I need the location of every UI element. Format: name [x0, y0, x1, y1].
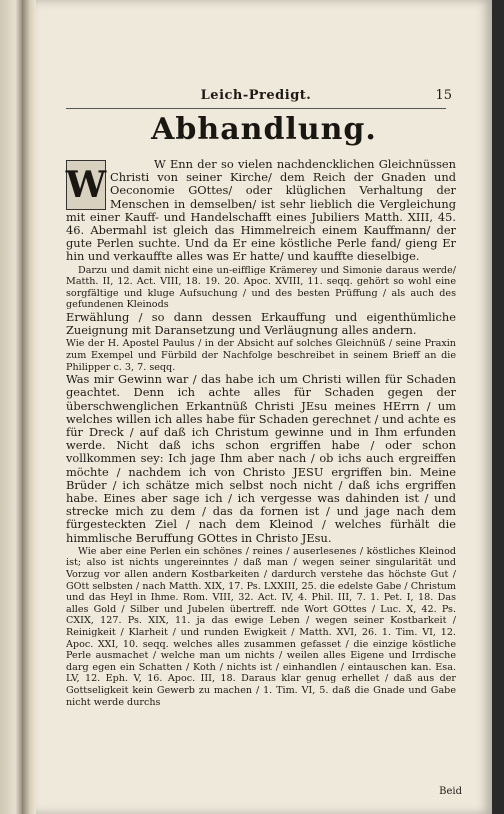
paragraph-1: W Enn der so vielen nachdencklichen Gleichnüssen Christi von seiner Kirche/ dem Reich der Gnaden und Oeconomie GOttes/ oder klüglichen Verhaltung der Menschen in demselben/ ist sehr lieblich die Vergleichung mit einer Kauff- und Handelschafft eines Jubiliers Matth. XIII, 45. 46. Abermahl ist gleich das Himmelreich einem Kauffmann/ der gute Perlen suchte. Und da Er eine köstliche Perle fand/ gieng Er hin und verkauffte alles was Er hatte/ und kauffte dieselbige. [66, 158, 456, 264]
body-text [66, 158, 456, 778]
page-number: 15 [435, 88, 452, 103]
decorated-initial: W [66, 160, 106, 210]
paragraph-5: Was mir Gewinn war / das habe ich um Christi willen für Schaden geachtet. Denn ich achte alles für Schaden gegen der überschwenglichen Erkantnüß Christi JEsu meines HErrn / um welches willen ich alles habe für Schaden gerechnet / und achte es für Dreck / auf daß ich Christum gewinne und in Ihm erfunden werde. Nicht daß ichs schon ergriffen habe / oder schon vollkommen sey: Ich jage Ihm aber nach / ob ichs auch ergreiffen möchte / nachdem ich von Christo JESU ergriffen bin. Meine Brüder / ich schätze mich selbst noch nicht / daß ichs ergriffen habe. Eines aber sage ich / ich vergesse was dahinden ist / und strecke mich zu dem / das da fornen ist / und jage nach dem fürgesteckten Ziel / nach dem Kleinod / welches fürhält die himmlische Beruffung GOttes in Christo JEsu. [66, 372, 456, 545]
paragraph-6: Wie aber eine Perlen ein schönes / reines / auserlesenes / köstliches Kleinod ist; also ist nichts ungereinntes / daß man / wegen seiner singularität und Vorzug vor allen andern Kostbarkeiten / dardurch verstehe das höchste Gut / GOtt selbsten / nach Matth. XIX, 17. Ps. LXXIII, 25. die edelste Gabe / Christum und das Heyl in Ihme. Rom. VIII, 32. Act. IV, 4. Phil. III, 7. 1. Pet. I, 18. Das alles Gold / Silber und Jubelen übertreff. nde Wort GOttes / Luc. X, 42. Ps. CXIX, 127. Ps. XIX, 11. ja das ewige Leben / wegen seiner Kostbarkeit / Reinigkeit / Klarheit / und runden Ewigkeit / Matth. XVI, 26. 1. Tim. VI, 12. Apoc. XXI, 10. seqq. welches alles zusammen gefasset / die einzige köstliche Perle ausmachet / welche man um nichts / weilen alles Eigene und Irrdische darg egen ein Schatten / Koth / nichts ist / einhandlen / eintauschen kan. Esa. LV, 12. Eph. V, 16. Apoc. III, 18. Daraus klar genug erhellet / daß aus der Gottseligkeit kein Gewerb zu machen / 1. Tim. VI, 5. daß die Gnade und Gabe nicht werde durchs [66, 545, 456, 708]
paragraph-4: Wie der H. Apostel Paulus / in der Absicht auf solches Gleichnüß / seine Praxin zum Exempel und Fürbild der Nachfolge beschreibet in seinem Brieff an die Philipper c. 3, 7. seqq. [66, 338, 456, 373]
book-gutter [22, 0, 36, 814]
paragraph-3: Erwählung / so dann dessen Erkauffung und eigenthümliche Zueignung mit Daransetzung und Verläugnung alles andern. [66, 310, 456, 338]
running-title: Leich-Predigt. [200, 88, 312, 103]
printed-page [36, 0, 492, 814]
section-heading: Abhandlung. [151, 112, 377, 147]
left-page-edge [0, 0, 22, 814]
page-header [66, 88, 452, 109]
paragraph-2: Darzu und damit nicht eine un-eifflige Krämerey und Simonie daraus werde/ Matth. II, 12. Act. VIII, 18. 19. 20. Apoc. XVIII, 11. seqq. gehört so wohl eine sorgfältige und kluge Aufsuchung / und des besten Prüffung / als auch des gefundenen Kleinods [66, 264, 456, 311]
catchword: Beid [439, 786, 462, 797]
background-edge [492, 0, 504, 814]
